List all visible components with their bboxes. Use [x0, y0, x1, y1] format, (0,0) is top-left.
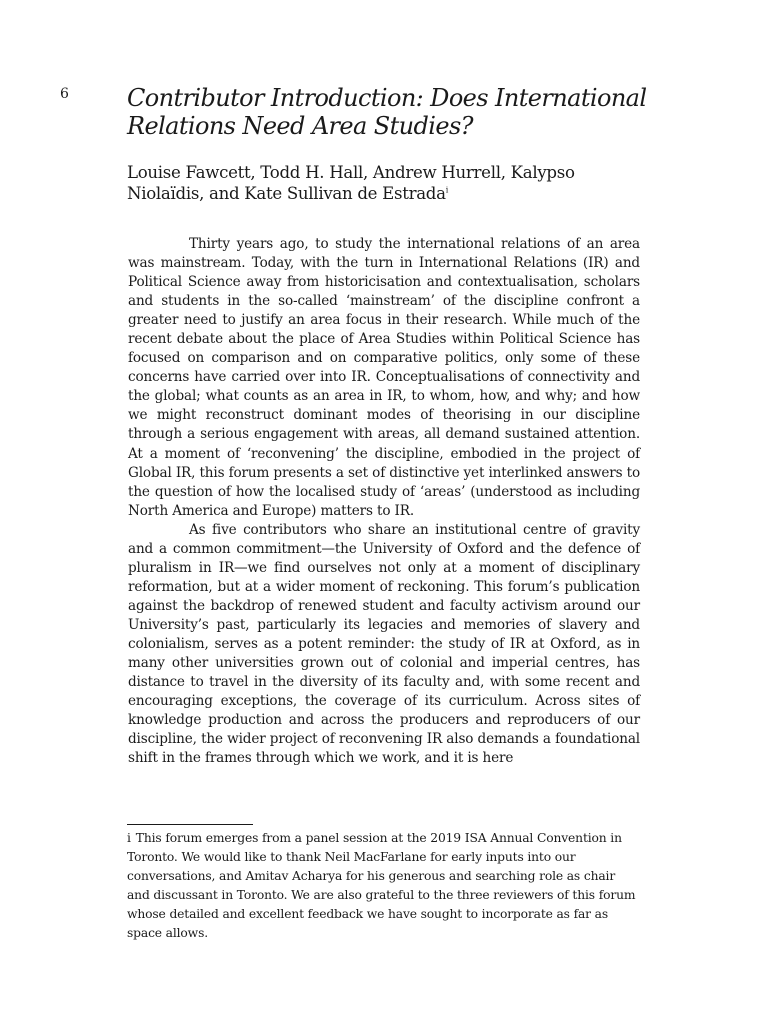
footnote-marker: i [127, 831, 131, 845]
footnote-divider [127, 824, 253, 825]
article-body [128, 235, 640, 768]
page-number: 6 [60, 86, 69, 102]
footnote-reference[interactable]: i [445, 185, 448, 195]
body-paragraph: As five contributors who share an institutional centre of gravity and a common commitment—the University of Oxford and the defence of pluralism in IR—we find ourselves not only at a moment of disciplinary reformation, but at a wider moment of reckoning. This forum’s publication against the backdrop of renewed student and faculty activism around our University’s past, particularly its legacies and memories of slavery and colonialism, serves as a potent reminder: the study of IR at Oxford, as in many other universities grown out of colonial and imperial centres, has distance to travel in the diversity of its faculty and, with some recent and encouraging exceptions, the coverage of its curriculum. Across sites of knowledge production and across the producers and reproducers of our discipline, the wider project of reconvening IR also demands a foundational shift in the frames through which we work, and it is here [128, 521, 640, 767]
body-paragraph: Thirty years ago, to study the international relations of an area was mainstream. Today, with the turn in International Relations (IR) and Political Science away from historicisation and contextualisation, scholars and students in the so-called ‘mainstream’ of the discipline confront a greater need to justify an area focus in their research. While much of the recent debate about the place of Area Studies within Political Science has focused on comparison and on comparative politics, only some of these concerns have carried over into IR. Conceptualisations of connectivity and the global; what counts as an area in IR, to whom, how, and why; and how we might reconstruct dominant modes of theorising in our discipline through a serious engagement with areas, all demand sustained attention. At a moment of ‘reconvening’ the discipline, embodied in the project of Global IR, this forum presents a set of distinctive yet interlinked answers to the question of how the localised study of ‘areas’ (understood as including North America and Europe) matters to IR. [128, 236, 640, 519]
author-list [127, 162, 647, 204]
article-title: Contributor Introduction: Does International Relations Need Area Studies? [127, 84, 647, 140]
footnote-text: This forum emerges from a panel session at the 2019 ISA Annual Convention in Toronto. We would like to thank Neil MacFarlane for early inputs into our conversations, and Amitav Acharya for his generous and searching role as chair and discussant in Toronto. We are also grateful to the three reviewers of this forum whose detailed and excellent feedback we have sought to incorporate as far as space allows. [127, 831, 636, 940]
authors-text: Louise Fawcett, Todd H. Hall, Andrew Hurrell, Kalypso Niolaïdis, and Kate Sullivan de Estrada [127, 163, 575, 203]
footnote [127, 829, 639, 943]
